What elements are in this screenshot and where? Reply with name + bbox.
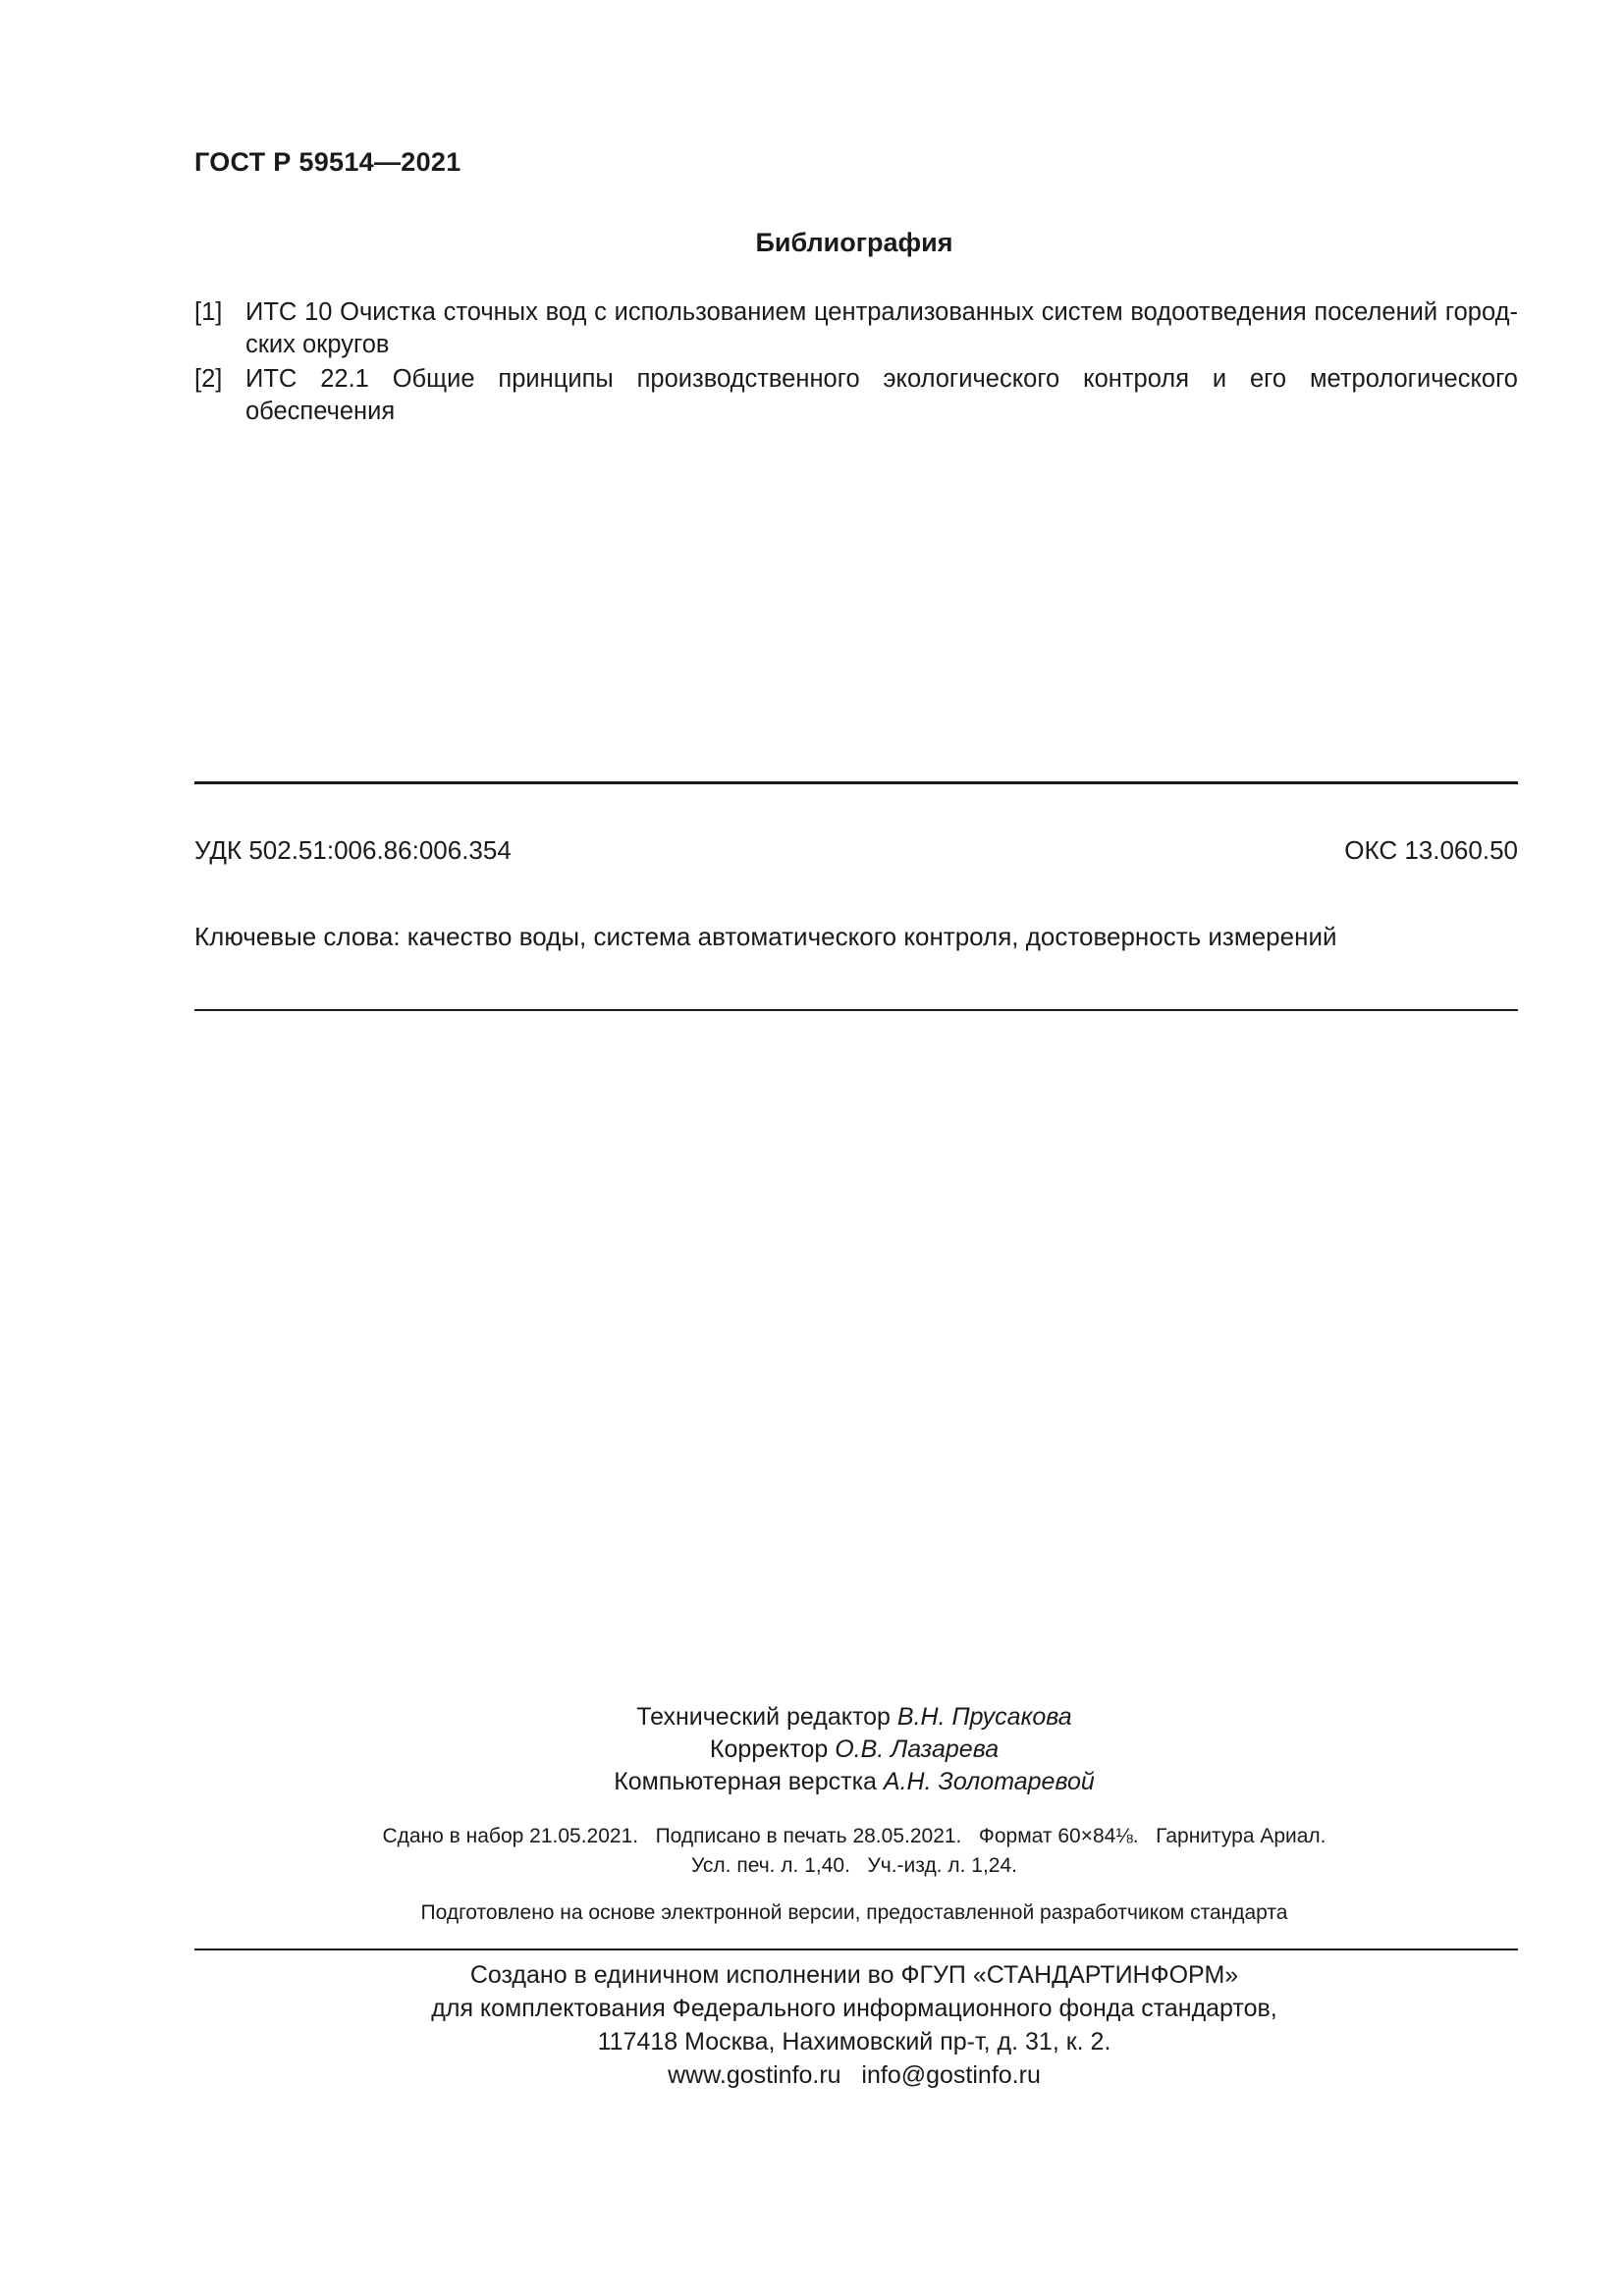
publisher-line: Создано в единичном исполнении во ФГУП «СТАНДАРТИНФОРМ»	[469, 1961, 1239, 1989]
standard-code: ГОСТ Р 59514—2021	[194, 147, 461, 177]
corrector-name: О.В. Лазарева	[835, 1735, 1000, 1763]
oks-code: ОКС 13.060.50	[1344, 835, 1518, 865]
tech-editor-label: Технический редактор	[636, 1703, 891, 1731]
corrector-label: Корректор	[709, 1735, 829, 1763]
bibliography-entry	[194, 296, 1518, 361]
publisher-contacts: www.gostinfo.ru info@gostinfo.ru	[668, 2061, 1041, 2089]
bibliography-entry-number: [1]	[194, 298, 223, 326]
keywords: Ключевые слова: качество воды, система автоматического контроля, достоверность измерений	[194, 922, 1337, 951]
bibliography-entry-text: ИТС 22.1 Общие принципы производственного экологического контроля и его метрологического обеспечения	[245, 365, 1518, 425]
publisher-block	[0, 1958, 1624, 2092]
bibliography-list	[194, 296, 1518, 430]
print-info	[0, 1822, 1624, 1881]
publisher-line: 117418 Москва, Нахимовский пр-т, д. 31, к. 2.	[597, 2028, 1111, 2056]
layout-line	[0, 1766, 1624, 1798]
bibliography-title: Библиография	[755, 228, 953, 257]
print-info-line: Усл. печ. л. 1,40. Уч.-изд. л. 1,24.	[690, 1854, 1017, 1877]
corrector-line	[0, 1734, 1624, 1766]
layout-label: Компьютерная верстка	[614, 1768, 877, 1795]
bottom-divider	[194, 1009, 1518, 1011]
udk-code: УДК 502.51:006.86:006.354	[194, 835, 512, 865]
tech-editor-name: В.Н. Прусакова	[896, 1703, 1072, 1731]
publisher-divider	[194, 1949, 1518, 1950]
publisher-line: для комплектования Федерального информационного фонда стандартов,	[431, 1995, 1277, 2022]
tech-editor-line	[0, 1701, 1624, 1734]
bibliography-entry-number: [2]	[194, 365, 223, 393]
bibliography-entry-text: ИТС 10 Очистка сточных вод с использованием централизованных систем водоотведения поселений городских округов	[245, 298, 1518, 358]
layout-name: А.Н. Золотаревой	[883, 1768, 1095, 1795]
prepared-note: Подготовлено на основе электронной версии, предоставленной разработчиком стандарта	[420, 1901, 1288, 1924]
bibliography-entry	[194, 363, 1518, 428]
top-divider	[194, 781, 1518, 784]
credits-block	[0, 1701, 1624, 1798]
print-info-line: Сдано в набор 21.05.2021. Подписано в печать 28.05.2021. Формат 60×84⅛. Гарнитура Ариал.	[382, 1825, 1326, 1847]
